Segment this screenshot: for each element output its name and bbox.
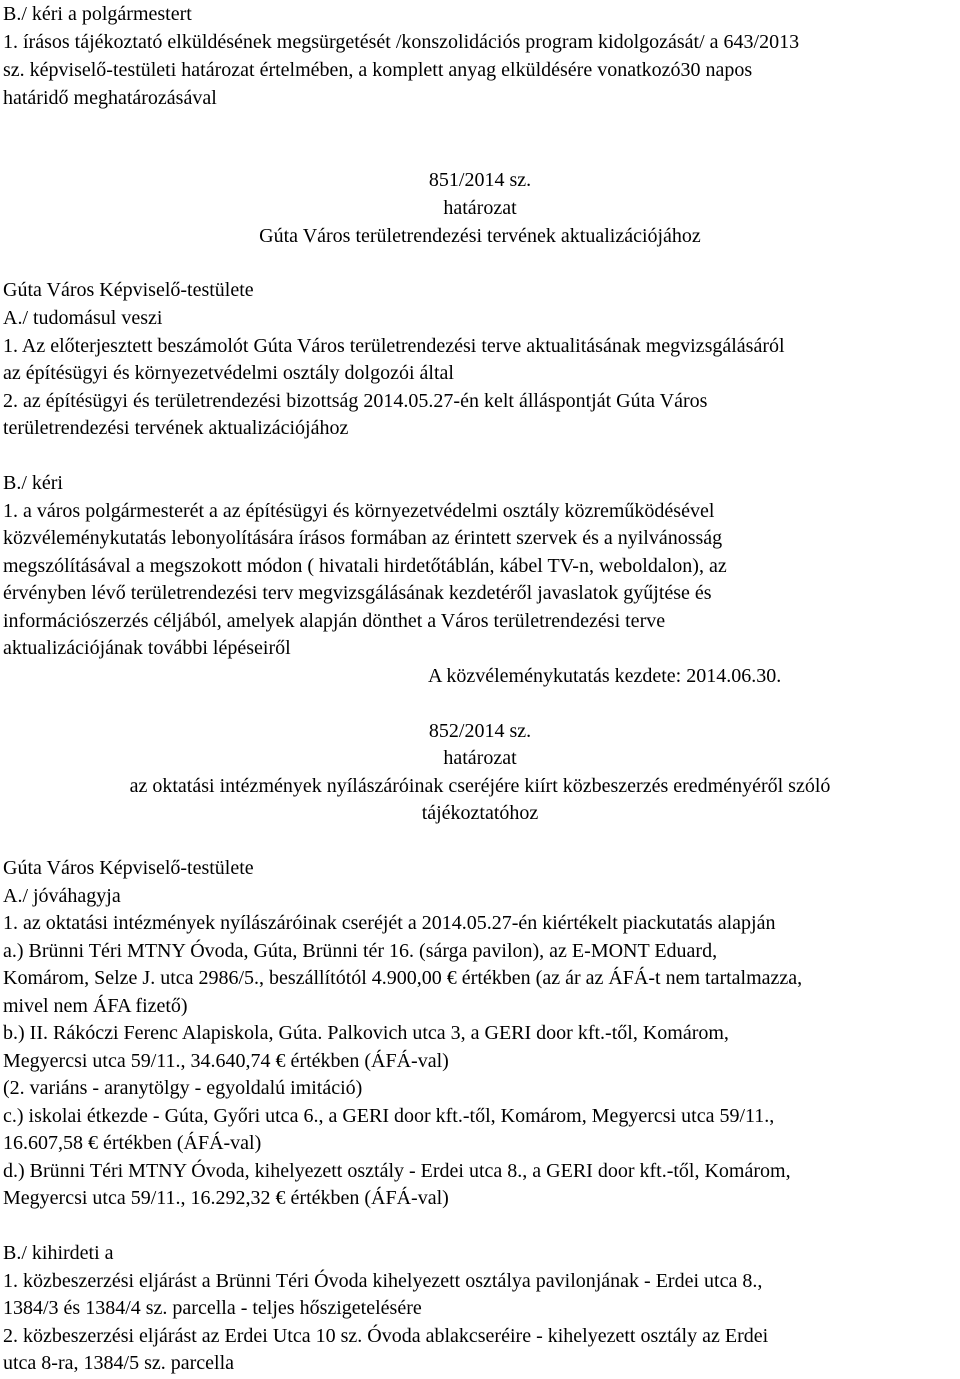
resolution-number: 852/2014 sz. bbox=[428, 720, 532, 742]
section-heading: B./ kihirdeti a bbox=[3, 1242, 114, 1264]
text-line: érvényben lévő területrendezési terv megvizsgálásának kezdetéről javaslatok gyűjtése és bbox=[3, 582, 712, 604]
text-line: közvéleménykutatás lebonyolítására írásos formában az érintett szervek és a nyilvánosság bbox=[3, 527, 723, 549]
text-line: 1. az oktatási intézmények nyílászáróinak cseréjét a 2014.05.27-én kiértékelt piackutatás alapján bbox=[3, 912, 776, 934]
resolution-number: 851/2014 sz. bbox=[428, 169, 532, 191]
resolution-subject: tájékoztatóhoz bbox=[421, 802, 539, 824]
text-line: információszerzés céljából, amelyek alapján dönthet a Város területrendezési terve bbox=[3, 610, 666, 632]
text-line: 1. Az előterjesztett beszámolót Gúta Város területrendezési terve aktualitásának megvizsgálásáról bbox=[3, 335, 785, 357]
text-line: Megyercsi utca 59/11., 34.640,74 € értékben (ÁFÁ-val) bbox=[3, 1050, 449, 1072]
text-line: Komárom, Selze J. utca 2986/5., beszállítótól 4.900,00 € értékben (az ár az ÁFÁ-t nem tartalmazza, bbox=[3, 967, 803, 989]
text-line: a.) Brünni Téri MTNY Óvoda, Gúta, Brünni tér 16. (sárga pavilon), az E-MONT Eduard, bbox=[3, 940, 718, 962]
text-line: 1384/3 és 1384/4 sz. parcella - teljes hőszigetelésére bbox=[3, 1297, 422, 1319]
survey-start-date: A közvéleménykutatás kezdete: 2014.06.30. bbox=[428, 665, 782, 687]
text-line: 2. közbeszerzési eljárást az Erdei Utca 10 sz. Óvoda ablakcseréire - kihelyezett osztály az Erdei bbox=[3, 1325, 769, 1347]
section-heading: B./ kéri a polgármestert bbox=[3, 3, 192, 25]
text-line: b.) II. Rákóczi Ferenc Alapiskola, Gúta. Palkovich utca 3, a GERI door kft.-től, Komárom, bbox=[3, 1022, 729, 1044]
text-line: 1. írásos tájékoztató elküldésének megsürgetését /konszolidációs program kidolgozását/ a 643/2013 bbox=[3, 31, 800, 53]
text-line: 16.607,58 € értékben (ÁFÁ-val) bbox=[3, 1132, 262, 1154]
section-heading: B./ kéri bbox=[3, 472, 63, 494]
section-heading: A./ tudomásul veszi bbox=[3, 307, 163, 329]
text-line: c.) iskolai étkezde - Gúta, Győri utca 6., a GERI door kft.-től, Komárom, Megyercsi utca 59/11., bbox=[3, 1105, 775, 1127]
text-line: Megyercsi utca 59/11., 16.292,32 € értékben (ÁFÁ-val) bbox=[3, 1187, 449, 1209]
text-line: (2. variáns - aranytölgy - egyoldalú imitáció) bbox=[3, 1077, 363, 1099]
resolution-subject: az oktatási intézmények nyílászáróinak cseréjére kiírt közbeszerzés eredményéről szóló bbox=[129, 775, 831, 797]
resolution-type: határozat bbox=[443, 197, 517, 219]
section-heading: A./ jóváhagyja bbox=[3, 885, 121, 907]
text-line: aktualizációjának további lépéseiről bbox=[3, 637, 291, 659]
text-line: 1. a város polgármesterét a az építésügyi és környezetvédelmi osztály közreműködésével bbox=[3, 500, 715, 522]
council-name: Gúta Város Képviselő-testülete bbox=[3, 857, 254, 879]
text-line: mivel nem ÁFA fizető) bbox=[3, 995, 188, 1017]
resolution-subject: Gúta Város területrendezési tervének aktualizációjához bbox=[259, 225, 701, 247]
text-line: az építésügyi és környezetvédelmi osztály dolgozói által bbox=[3, 362, 454, 384]
text-line: 2. az építésügyi és területrendezési bizottság 2014.05.27-én kelt álláspontját Gúta Város bbox=[3, 390, 708, 412]
text-line: megszólításával a megszokott módon ( hivatali hirdetőtáblán, kábel TV-n, weboldalon), az bbox=[3, 555, 727, 577]
text-line: területrendezési tervének aktualizációjához bbox=[3, 417, 349, 439]
resolution-type: határozat bbox=[443, 747, 517, 769]
text-line: határidő meghatározásával bbox=[3, 87, 217, 109]
text-line: sz. képviselő-testületi határozat értelmében, a komplett anyag elküldésére vonatkozó30 napos bbox=[3, 59, 753, 81]
text-line: utca 8-ra, 1384/5 sz. parcella bbox=[3, 1352, 235, 1374]
text-line: d.) Brünni Téri MTNY Óvoda, kihelyezett osztály - Erdei utca 8., a GERI door kft.-től, Komárom, bbox=[3, 1160, 791, 1182]
text-line: 1. közbeszerzési eljárást a Brünni Téri Óvoda kihelyezett osztálya pavilonjának - Erdei utca 8., bbox=[3, 1270, 763, 1292]
council-name: Gúta Város Képviselő-testülete bbox=[3, 279, 254, 301]
